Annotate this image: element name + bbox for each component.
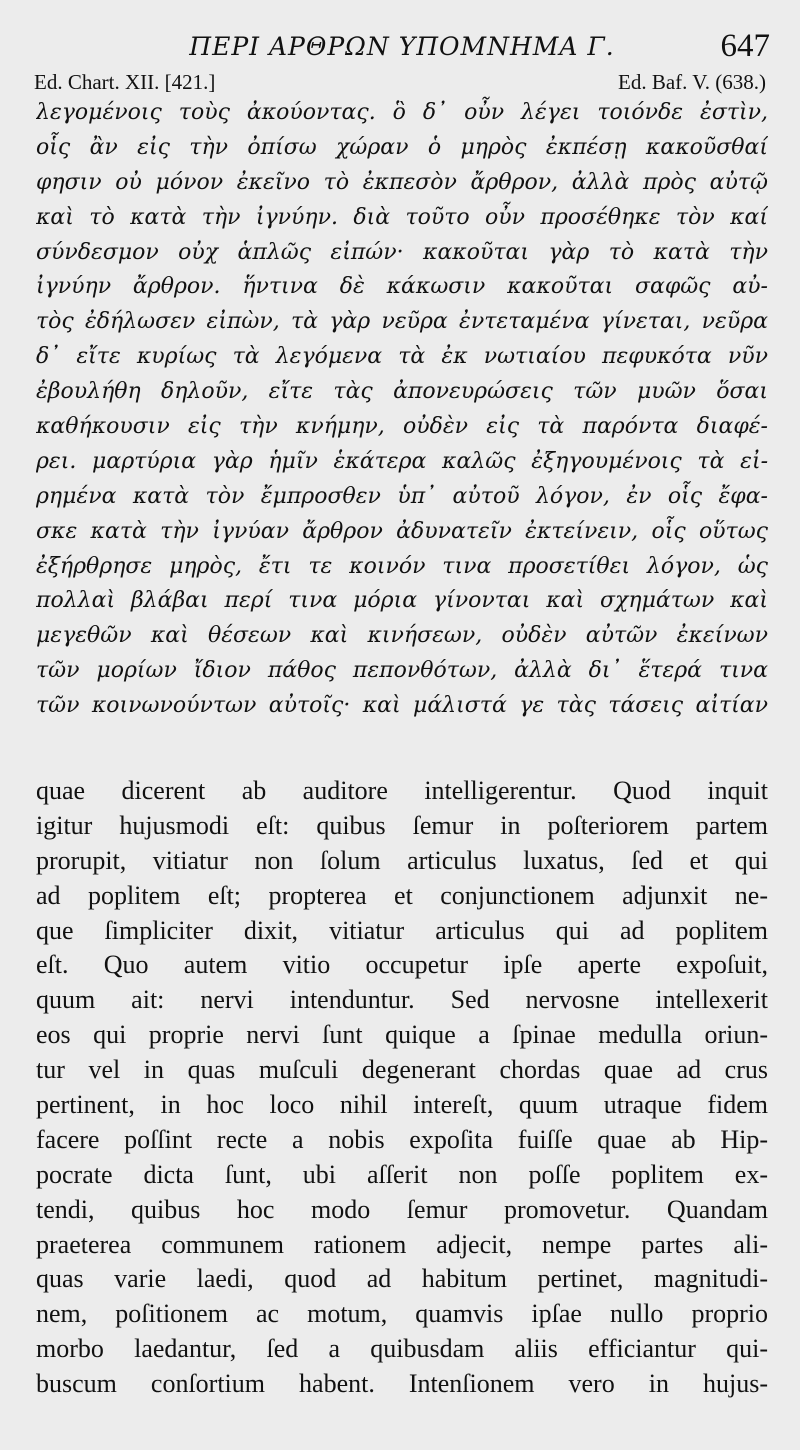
greek-text-line: πολλαὶ βλάβαι περί τινα μόρια γίνονται καὶ σχημάτων καὶ <box>36 588 768 614</box>
page-header <box>34 28 770 70</box>
latin-text-line: pertinent, in hoc loco nihil intereſt, quum utraque fidem <box>36 1090 768 1120</box>
latin-text-line: eſt. Quo autem vitio occupetur ipſe aperte expoſuit, <box>36 950 768 980</box>
greek-text-line: μεγεθῶν καὶ θέσεων καὶ κινήσεων, οὐδὲν αὐτῶν ἐκείνων <box>36 623 768 649</box>
greek-text-block <box>36 96 768 724</box>
running-title: ΠΕΡΙ ΑΡΘΡΩΝ ΥΠΟΜΝΗΜΑ Γ. <box>189 32 615 61</box>
greek-text-line: τὸς ἐδήλωσεν εἰπὼν, τὰ γὰρ νεῦρα ἐντεταμένα γίνεται, νεῦρα <box>36 309 768 335</box>
greek-text-line: τῶν κοινωνούντων αὐτοῖς· καὶ μάλιστά γε τὰς τάσεις αἰτίαν <box>36 693 768 719</box>
latin-text-block <box>36 774 768 1402</box>
greek-text-line: ρημένα κατὰ τὸν ἔμπροσθεν ὑπ᾽ αὐτοῦ λόγον, ἐν οἷς ἔφα- <box>36 483 768 509</box>
latin-text-line: pocrate dicta ſunt, ubi aſſerit non poſſe poplitem ex- <box>36 1159 768 1189</box>
latin-text-line: buscum conſortium habent. Intenſionem vero in hujus- <box>36 1369 768 1399</box>
greek-text-line: σκε κατὰ τὴν ἰγνύαν ἄρθρον ἀδυνατεῖν ἐκτείνειν, οἷς οὕτως <box>36 518 768 544</box>
greek-text-line: ἐξήρθρησε μηρὸς, ἔτι τε κοινόν τινα προσετίθει λόγον, ὡς <box>36 553 768 579</box>
greek-text-line: φησιν οὐ μόνον ἐκεῖνο τὸ ἐκπεσὸν ἄρθρον, ἀλλὰ πρὸς αὐτῷ <box>36 169 768 195</box>
latin-text-line: quum ait: nervi intenduntur. Sed nervosne intellexerit <box>36 985 768 1015</box>
latin-text-line: quas varie laedi, quod ad habitum pertinet, magnitudi- <box>36 1264 768 1294</box>
greek-text-line: δ᾽ εἴτε κυρίως τὰ λεγόμενα τὰ ἐκ νωτιαίου πεφυκότα νῦν <box>36 344 768 370</box>
latin-text-line: praeterea communem rationem adjecit, nempe partes ali- <box>36 1229 768 1259</box>
greek-text-line: λεγομένοις τοὺς ἀκούοντας. ὃ δ᾽ οὖν λέγει τοιόνδε ἐστὶν, <box>36 100 768 125</box>
greek-text-line: ἰγνύην ἄρθρον. ἥντινα δὲ κάκωσιν κακοῦται σαφῶς αὐ- <box>36 274 768 300</box>
greek-text-line: καθήκουσιν εἰς τὴν κνήμην, οὐδὲν εἰς τὰ παρόντα διαφέ- <box>36 414 768 440</box>
greek-text-line: οἷς ἂν εἰς τὴν ὀπίσω χώραν ὁ μηρὸς ἐκπέσῃ κακοῦσθαί <box>36 134 768 160</box>
latin-text-line: que ſimpliciter dixit, vitiatur articulus qui ad poplitem <box>36 915 768 945</box>
greek-text-line: καὶ τὸ κατὰ τὴν ἰγνύην. διὰ τοῦτο οὖν προσέθηκε τὸν καί <box>36 204 768 230</box>
latin-text-line: ad poplitem eſt; propterea et conjunctionem adjunxit ne- <box>36 880 768 910</box>
latin-text-line: morbo laedantur, ſed a quibusdam aliis efficiantur qui- <box>36 1334 768 1364</box>
latin-text-line: tur vel in quas muſculi degenerant chordas quae ad crus <box>36 1055 768 1085</box>
greek-text-line: ρει. μαρτύρια γὰρ ἡμῖν ἑκάτερα καλῶς ἐξηγουμένοις τὰ εἰ- <box>36 448 768 474</box>
latin-text-line: igitur hujusmodi eſt: quibus ſemur in poſteriorem partem <box>36 810 768 840</box>
latin-text-line: facere poſſint recte a nobis expoſita fuiſſe quae ab Hip- <box>36 1124 768 1154</box>
edition-reference-left: Ed. Chart. XII. [421.] <box>34 70 216 94</box>
greek-text-line: ἐβουλήθη δηλοῦν, εἴτε τὰς ἀπονευρώσεις τῶν μυῶν ὅσαι <box>36 379 768 405</box>
latin-text-line: eos qui proprie nervi ſunt quique a ſpinae medulla oriun- <box>36 1020 768 1050</box>
latin-text-line: quae dicerent ab auditore intelligerentur. Quod inquit <box>36 776 768 805</box>
edition-reference-right: Ed. Baf. V. (638.) <box>618 70 766 94</box>
greek-text-line: σύνδεσμον οὐχ ἁπλῶς εἰπών· κακοῦται γὰρ τὸ κατὰ τὴν <box>36 239 768 265</box>
latin-text-line: nem, poſitionem ac motum, quamvis ipſae nullo proprio <box>36 1299 768 1329</box>
page-number: 647 <box>720 28 770 64</box>
edition-reference-line <box>34 70 766 96</box>
latin-text-line: tendi, quibus hoc modo ſemur promovetur. Quandam <box>36 1194 768 1224</box>
latin-text-line: prorupit, vitiatur non ſolum articulus luxatus, ſed et qui <box>36 845 768 875</box>
greek-text-line: τῶν μορίων ἴδιον πάθος πεπονθότων, ἀλλὰ δι᾽ ἕτερά τινα <box>36 658 768 684</box>
